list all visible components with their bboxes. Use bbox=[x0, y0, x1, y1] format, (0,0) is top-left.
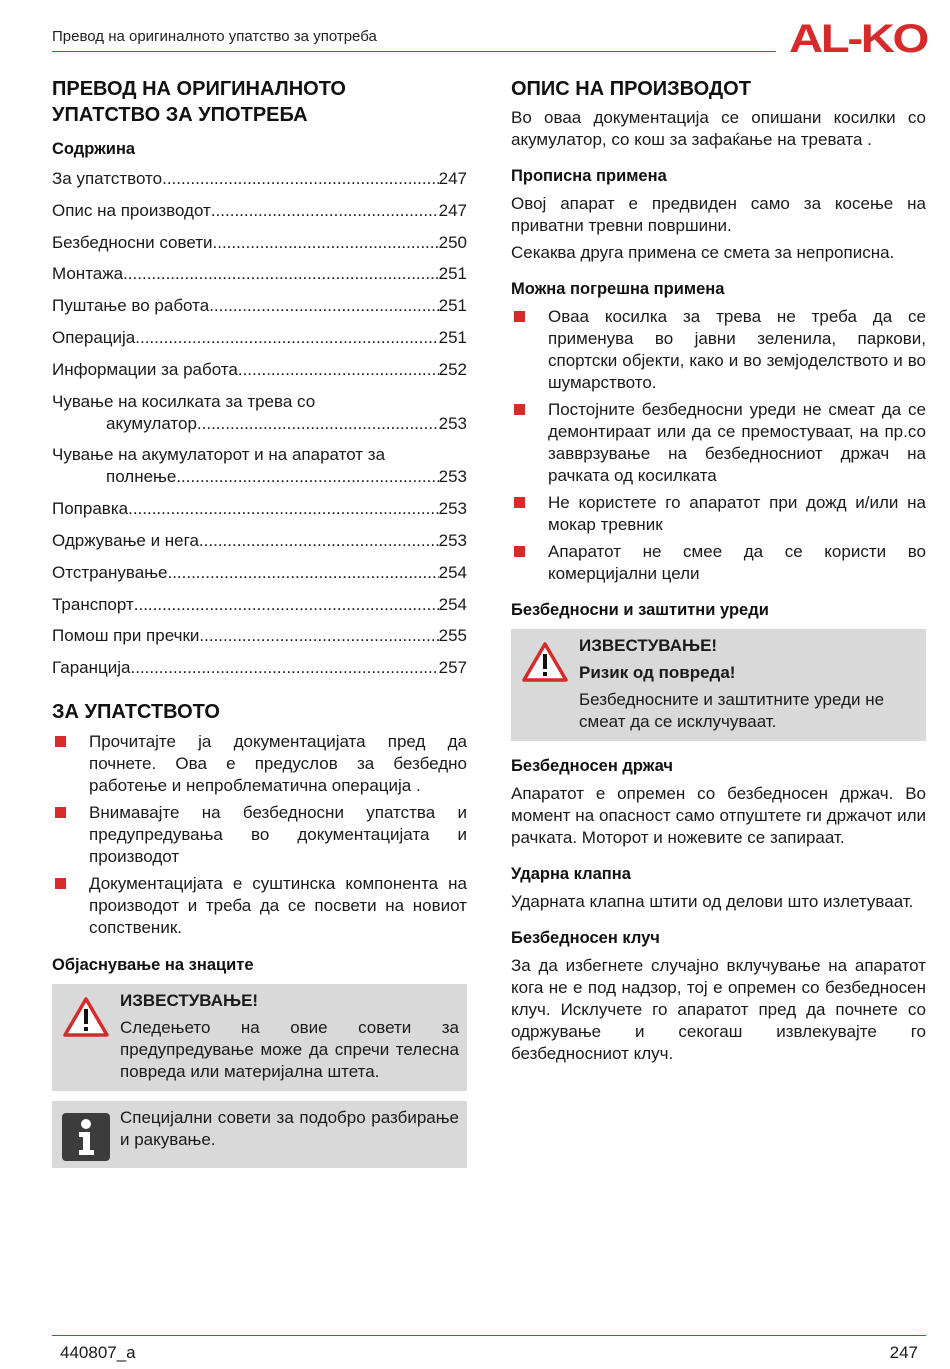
toc-entry[interactable]: Информации за работа ..... 252 bbox=[52, 359, 467, 381]
warning-text: Следењето на овие совети за предупредување може да спречи телесна повреда или материјална штета. bbox=[120, 1018, 459, 1082]
description-title: ОПИС НА ПРОИЗВОДОТ bbox=[511, 78, 751, 100]
safety-warning-box bbox=[511, 629, 926, 741]
toc-entry[interactable]: Поправка ..... 253 bbox=[52, 498, 467, 520]
intended-use-text: Овој апарат е предвиден само за косење на приватни тревни површини. bbox=[511, 194, 926, 235]
safety-warning-text: Безбедносните и заштитните уреди не смеат да се исклучуваат. bbox=[579, 690, 885, 731]
impact-flap-heading: Ударна клапна bbox=[511, 865, 631, 883]
info-icon bbox=[62, 1113, 110, 1161]
list-item: Прочитајте ја документацијата пред да почнете. Ова е предуслов за безбедно работење и непроблематична операција . bbox=[52, 731, 467, 797]
toc-entry[interactable]: Операција ..... 251 bbox=[52, 327, 467, 349]
safety-devices-heading: Безбедносни и заштитни уреди bbox=[511, 601, 769, 619]
bullet-square-icon bbox=[55, 736, 66, 747]
bullet-square-icon bbox=[514, 404, 525, 415]
intended-use-note: Секаква друга примена се смета за непрописна. bbox=[511, 243, 895, 262]
toc-entry[interactable]: Транспорт ..... 254 bbox=[52, 594, 467, 616]
warning-triangle-icon bbox=[521, 641, 569, 683]
list-item: Внимавајте на безбедносни упатства и предупредувања во документацијата и производот bbox=[52, 802, 467, 868]
toc-entry[interactable]: Чување на косилката за трева со акумулатор ..... 253 bbox=[52, 391, 467, 435]
safety-warning-title: ИЗВЕСТУВАЊЕ! bbox=[579, 636, 718, 655]
toc-entry[interactable]: Монтажа ..... 251 bbox=[52, 263, 467, 285]
right-column bbox=[511, 76, 926, 1065]
document-number: 440807_a bbox=[60, 1343, 136, 1362]
bullet-square-icon bbox=[514, 546, 525, 557]
list-item: Документацијата е суштинска компонента на производот и треба да се посвети на новиот сопственик. bbox=[52, 873, 467, 939]
intended-use-heading: Прописна примена bbox=[511, 167, 667, 185]
warning-triangle-icon bbox=[62, 996, 110, 1038]
toc-entry[interactable]: Безбедносни совети ..... 250 bbox=[52, 232, 467, 254]
safety-key-text: За да избегнете случајно вклучување на апаратот кога не е под надзор, тој е опремен со безбедносен клуч. Исклучете го апаратот пред да почнете со одржување и секогаш извлекувајте го безбедносниот клуч. bbox=[511, 956, 926, 1063]
left-column bbox=[52, 76, 467, 1168]
table-of-contents bbox=[52, 168, 467, 679]
description-text: Во оваа документација се опишани косилки со акумулатор, со кош за зафаќање на тревата . bbox=[511, 108, 926, 149]
page-number: 247 bbox=[889, 1343, 918, 1362]
list-item: Постојните безбедносни уреди не смеат да се демонтираат или да се премостуваат, на пр.со завврзување на безбедносниот држач на рачката од косилката bbox=[511, 399, 926, 487]
symbols-heading: Објаснување на знаците bbox=[52, 956, 254, 975]
bullet-square-icon bbox=[55, 878, 66, 889]
misuse-bullets bbox=[511, 306, 926, 585]
list-item: Оваа косилка за трева не треба да се применува во јавни зеленила, паркови, спортски објекти, како и во земјоделството и во шумарството. bbox=[511, 306, 926, 394]
svg-text:AL-KO: AL-KO bbox=[789, 18, 928, 58]
list-item: Не користете го апаратот при дожд и/или на мокар тревник bbox=[511, 492, 926, 536]
about-bullets bbox=[52, 731, 467, 939]
warning-box bbox=[52, 984, 467, 1091]
toc-entry[interactable]: Пуштање во работа ..... 251 bbox=[52, 295, 467, 317]
header-rule bbox=[52, 51, 776, 52]
bullet-square-icon bbox=[514, 311, 525, 322]
toc-heading: Содржина bbox=[52, 140, 136, 158]
warning-title: ИЗВЕСТУВАЊЕ! bbox=[120, 991, 259, 1011]
footer-rule bbox=[52, 1335, 926, 1336]
toc-entry[interactable]: Помош при пречки ..... 255 bbox=[52, 625, 467, 647]
impact-flap-text: Ударната клапна штити од делови што излетуваат. bbox=[511, 892, 914, 911]
safety-key-heading: Безбедносен клуч bbox=[511, 929, 660, 947]
safety-holder-text: Апаратот е опремен со безбедносен држач. Во момент на опасност само отпуштете ги држачот или рачката. Моторот и ножевите се запираат. bbox=[511, 784, 926, 847]
safety-holder-heading: Безбедносен држач bbox=[511, 757, 673, 775]
main-title: ПРЕВОД НА ОРИГИНАЛНОТО УПАТСТВО ЗА УПОТРЕБА bbox=[52, 78, 346, 126]
toc-entry[interactable]: Одржување и нега ..... 253 bbox=[52, 530, 467, 552]
info-box bbox=[52, 1101, 467, 1168]
bullet-square-icon bbox=[55, 807, 66, 818]
bullet-square-icon bbox=[514, 497, 525, 508]
running-header: Превод на оригиналното упатство за употреба bbox=[52, 28, 377, 45]
misuse-heading: Можна погрешна примена bbox=[511, 280, 725, 298]
toc-entry[interactable]: Гаранција ..... 257 bbox=[52, 657, 467, 679]
safety-warning-subtitle: Ризик од повреда! bbox=[579, 663, 736, 682]
toc-entry[interactable]: За упатството ..... 247 bbox=[52, 168, 467, 190]
info-text: Специјални совети за подобро разбирање и ракување. bbox=[120, 1108, 459, 1150]
al-ko-logo bbox=[788, 18, 928, 58]
about-title: ЗА УПАТСТВОТО bbox=[52, 701, 220, 724]
toc-entry[interactable]: Опис на производот ..... 247 bbox=[52, 200, 467, 222]
toc-entry[interactable]: Отстранување ..... 254 bbox=[52, 562, 467, 584]
list-item: Апаратот не смее да се користи во комерцијални цели bbox=[511, 541, 926, 585]
toc-entry[interactable]: Чување на акумулаторот и на апаратот за полнење ..... 253 bbox=[52, 444, 467, 488]
